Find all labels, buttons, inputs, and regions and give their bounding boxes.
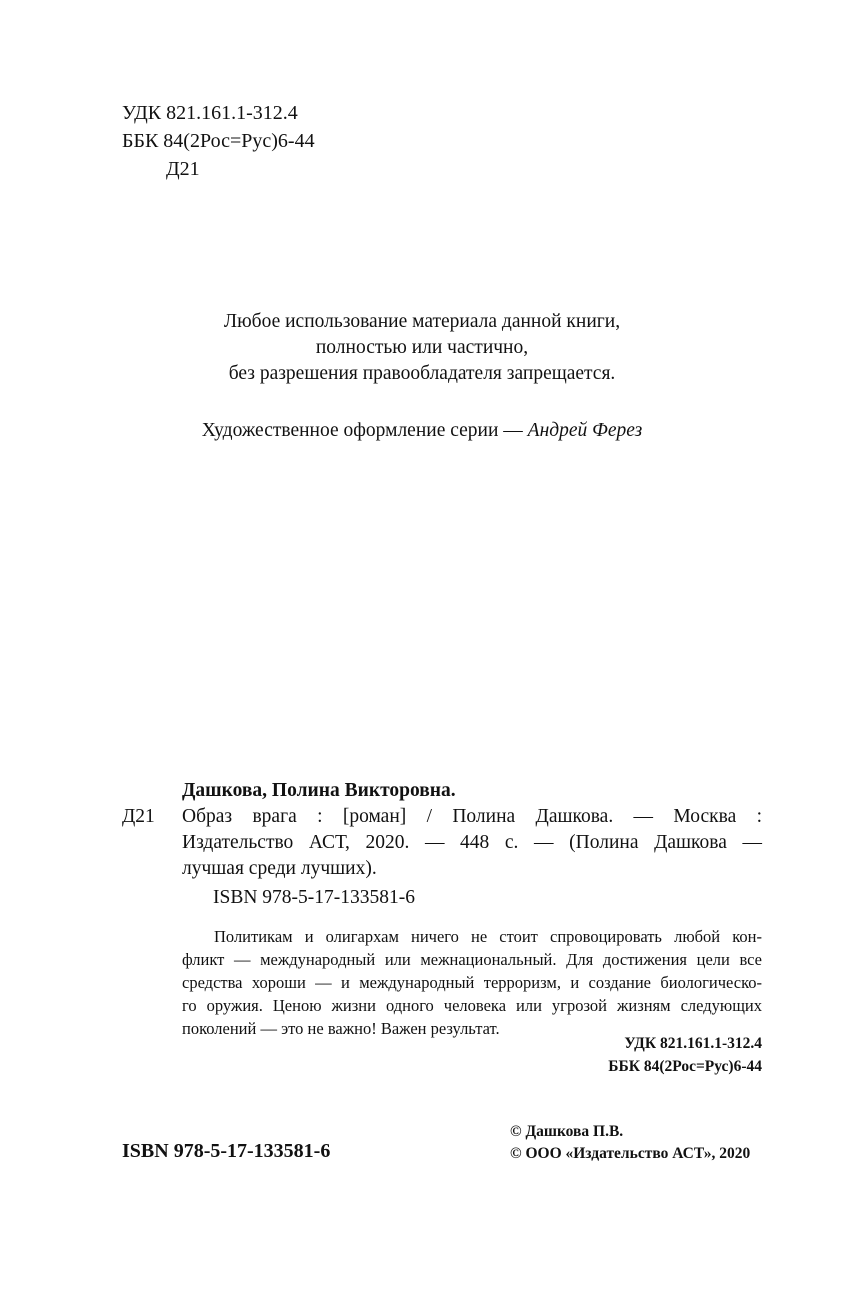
biblio-desc-line-1: Образ врага : [роман] / Полина Дашкова. — Москва :: [182, 806, 762, 827]
annotation-line-5: поколений — это не важно! Важен результат.: [182, 1019, 500, 1038]
bbk-code-small: ББК 84(2Рос=Рус)6-44: [608, 1058, 762, 1075]
biblio-author: Дашкова, Полина Викторовна.: [182, 780, 456, 801]
annotation-line-4: го оружия. Ценою жизни одного человека или угрозой жизням следующих: [182, 996, 762, 1015]
annotation-line-1: Политикам и олигархам ничего не стоит спровоцировать любой кон-: [214, 927, 762, 946]
copyright-author: © Дашкова П.В.: [510, 1123, 624, 1140]
notice-line-1: Любое использование материала данной книги,: [223, 311, 621, 332]
annotation-line-3: средства хороши — и международный терроризм, и создание биологическо-: [182, 973, 762, 992]
biblio-description: [182, 804, 762, 882]
biblio-desc-line-3: лучшая среди лучших).: [182, 858, 377, 879]
annotation: [182, 925, 762, 1040]
notice-line-3: без разрешения правообладателя запрещается.: [228, 363, 616, 384]
footer-isbn: ISBN 978-5-17-133581-6: [122, 1140, 331, 1162]
design-credit: [0, 420, 844, 442]
biblio-desc-line-2: Издательство АСТ, 2020. — 448 с. — (Полина Дашкова —: [182, 832, 762, 853]
udk-code-small: УДК 821.161.1-312.4: [624, 1035, 762, 1052]
author-mark: Д21: [166, 158, 200, 180]
designer-name: Андрей Ферез: [527, 420, 643, 441]
notice-line-2: полностью или частично,: [315, 337, 529, 358]
annotation-line-2: фликт — международный или межнациональный. Для достижения цели все: [182, 950, 762, 969]
copyright-publisher: © ООО «Издательство АСТ», 2020: [510, 1145, 751, 1162]
biblio-isbn: ISBN 978-5-17-133581-6: [213, 887, 416, 908]
biblio-mark: Д21: [122, 806, 155, 827]
design-credit-prefix: Художественное оформление серии —: [201, 420, 528, 441]
udk-code: УДК 821.161.1-312.4: [122, 102, 298, 124]
bbk-code: ББК 84(2Рос=Рус)6-44: [122, 130, 315, 152]
